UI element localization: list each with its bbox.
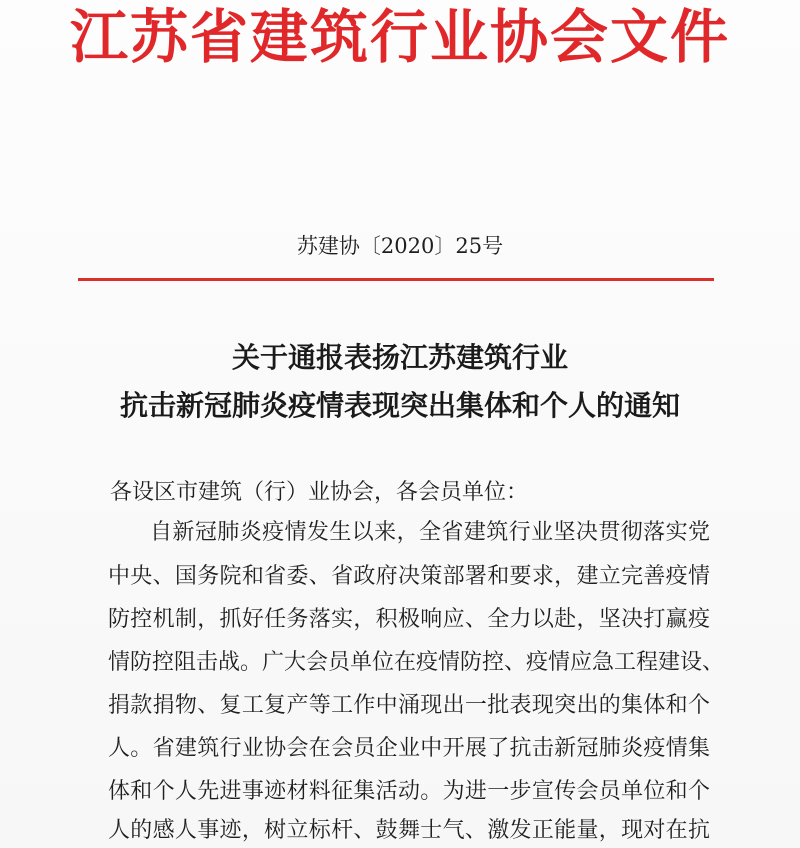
- body-paragraph-line: 防控机制，抓好任务落实，积极响应、全力以赴，坚决打赢疫: [108, 607, 710, 632]
- body-paragraph-line: 自新冠肺炎疫情发生以来，全省建筑行业坚决贯彻落实党: [150, 520, 710, 545]
- salutation: 各设区市建筑（行）业协会，各会员单位：: [110, 480, 529, 505]
- body-paragraph-line: 中央、国务院和省委、省政府决策部署和要求，建立完善疫情: [108, 564, 710, 589]
- letterhead-title: 江苏省建筑行业协会文件: [69, 3, 730, 71]
- red-divider-line: [78, 278, 714, 281]
- body-paragraph-line: 人的感人事迹，树立标杆、鼓舞士气、激发正能量，现对在抗: [108, 818, 710, 843]
- body-paragraph-line: 情防控阻击战。广大会员单位在疫情防控、疫情应急工程建设、: [108, 650, 725, 675]
- body-paragraph-line: 捐款捐物、复工复产等工作中涌现出一批表现突出的集体和个: [108, 693, 710, 718]
- document-title-line-2: 抗击新冠肺炎疫情表现突出集体和个人的通知: [119, 389, 680, 422]
- body-paragraph-line: 人。省建筑行业协会在会员企业中开展了抗击新冠肺炎疫情集: [108, 736, 710, 761]
- document-number: 苏建协〔2020〕25号: [296, 234, 504, 258]
- body-paragraph-line: 体和个人先进事迹材料征集活动。为进一步宣传会员单位和个: [108, 779, 710, 804]
- document-title-line-1: 关于通报表扬江苏建筑行业: [231, 341, 568, 374]
